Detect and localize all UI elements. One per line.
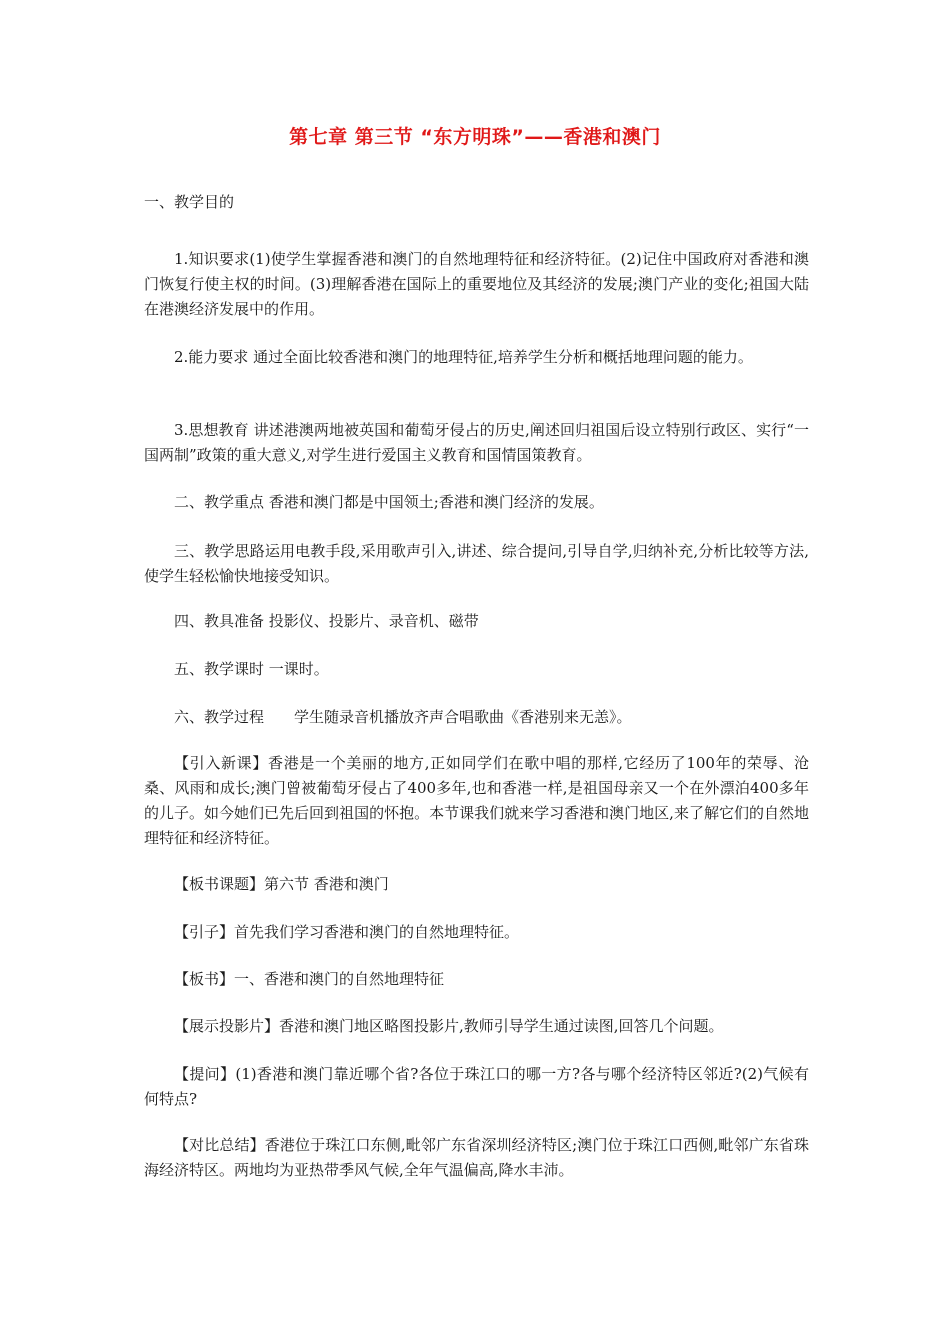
paragraph-ideological-education: 3.思想教育 讲述港澳两地被英国和葡萄牙侵占的历史,阐述回归祖国后设立特别行政区、实行“一国两制”政策的重大意义,对学生进行爱国主义教育和国情国策教育。 [144, 421, 809, 464]
paragraph-introduction: 【引入新课】香港是一个美丽的地方,正如同学们在歌中唱的那样,它经历了100年的荣辱、沧桑、风雨和成长;澳门曾被葡萄牙侵占了400多年,也和香港一样,是祖国母亲又一个在外漂泊400多年的儿子。如今她们已先后回到祖国的怀抱。本节课我们就来学习香港和澳门地区,来了解它们的自然地理特征和经济特征。 [144, 754, 809, 847]
document-title: 第七章 第三节 “东方明珠”——香港和澳门 [289, 126, 661, 148]
paragraph-teaching-approach: 三、教学思路运用电教手段,采用歌声引入,讲述、综合提问,引导自学,归纳补充,分析比较等方法,使学生轻松愉快地接受知识。 [144, 542, 809, 585]
paragraph-teaching-focus: 二、教学重点 香港和澳门都是中国领土;香港和澳门经济的发展。 [174, 493, 604, 511]
paragraph-lead-in: 【引子】首先我们学习香港和澳门的自然地理特征。 [174, 923, 520, 941]
paragraph-ability-requirements: 2.能力要求 通过全面比较香港和澳门的地理特征,培养学生分析和概括地理问题的能力。 [174, 348, 753, 366]
paragraph-class-hours: 五、教学课时 一课时。 [174, 660, 329, 678]
paragraph-blackboard: 【板书】一、香港和澳门的自然地理特征 [174, 970, 445, 988]
paragraph-show-slides: 【展示投影片】香港和澳门地区略图投影片,教师引导学生通过读图,回答几个问题。 [174, 1017, 724, 1035]
paragraph-knowledge-requirements: 1.知识要求(1)使学生掌握香港和澳门的自然地理特征和经济特征。(2)记住中国政府对香港和澳门恢复行使主权的时间。(3)理解香港在国际上的重要地位及其经济的发展;澳门产业的变化;祖国大陆在港澳经济发展中的作用。 [144, 250, 809, 318]
paragraph-blackboard-topic: 【板书课题】第六节 香港和澳门 [174, 875, 389, 893]
paragraph-comparison-summary: 【对比总结】香港位于珠江口东侧,毗邻广东省深圳经济特区;澳门位于珠江口西侧,毗邻广东省珠海经济特区。两地均为亚热带季风气候,全年气温偏高,降水丰沛。 [144, 1136, 809, 1179]
paragraph-teaching-process: 六、教学过程 学生随录音机播放齐声合唱歌曲《香港别来无恙》。 [174, 708, 632, 726]
paragraph-teaching-aids: 四、教具准备 投影仪、投影片、录音机、磁带 [174, 612, 479, 630]
section-heading-teaching-goals: 一、教学目的 [144, 193, 235, 211]
paragraph-questions: 【提问】(1)香港和澳门靠近哪个省?各位于珠江口的哪一方?各与哪个经济特区邻近?(2)气候有何特点? [144, 1065, 809, 1108]
